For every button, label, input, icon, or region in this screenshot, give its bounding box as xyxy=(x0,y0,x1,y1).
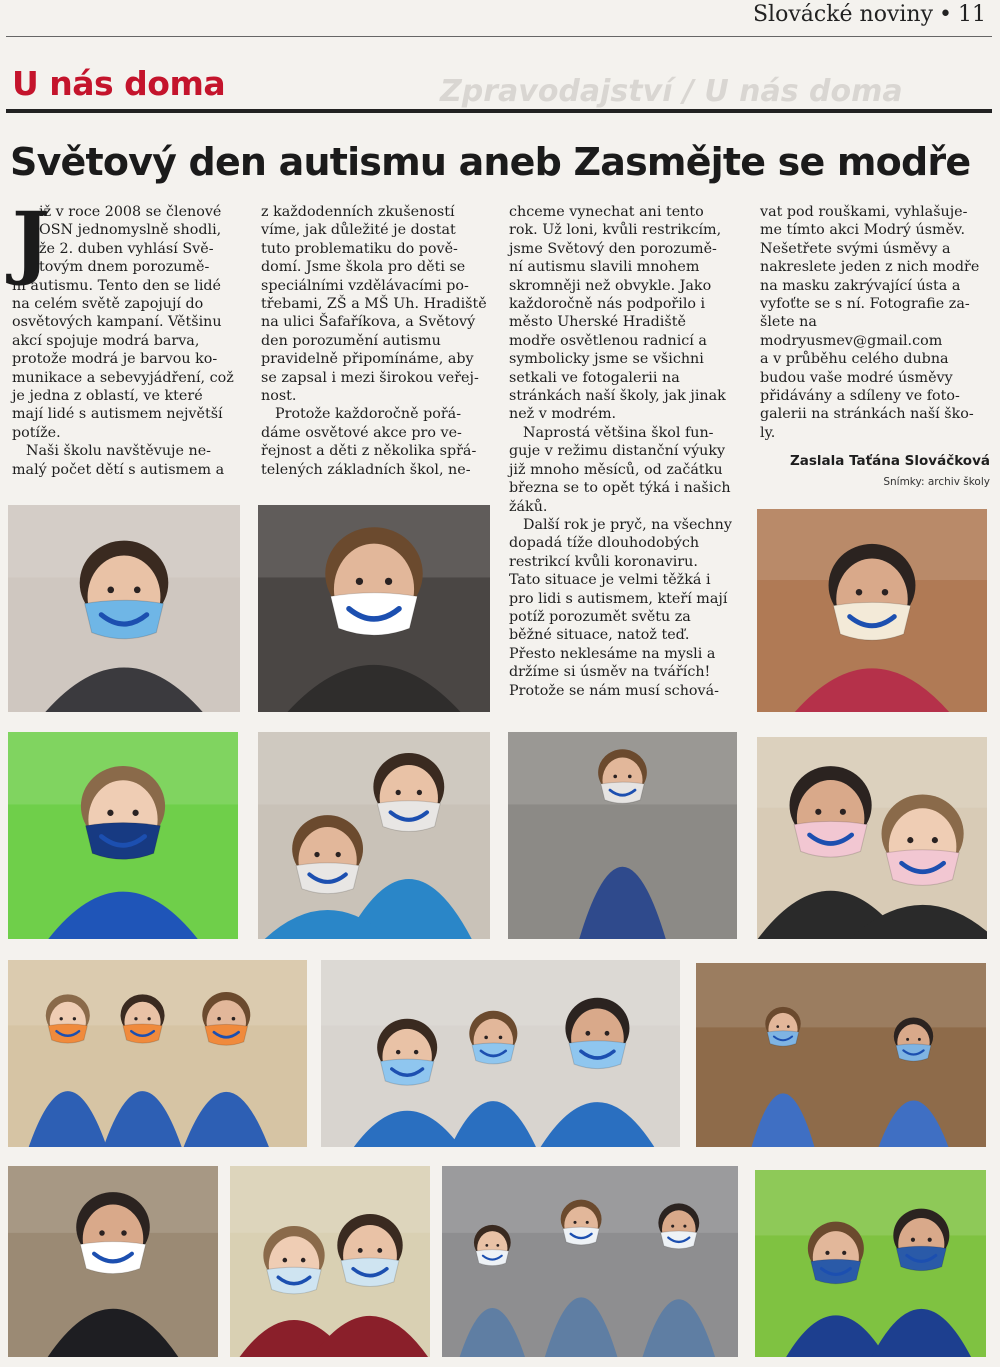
photo-boy-green xyxy=(8,732,238,939)
article-line: dopadá tíže dlouhodobých xyxy=(509,535,700,552)
article-line: dáme osvětové akce pro ve- xyxy=(261,424,462,441)
article-line: stránkách naší školy, jak jinak xyxy=(509,388,726,405)
photo-family-three xyxy=(8,960,307,1147)
article-line: Nešetřete svými úsměvy a xyxy=(760,240,951,257)
drop-cap: J xyxy=(12,194,50,288)
page-number: 11 xyxy=(958,2,986,27)
article-line: přidávány a sdíleny ve foto- xyxy=(760,388,960,405)
section-title: U nás doma xyxy=(12,64,226,103)
article-line: pro lidi s autismem, kteří mají xyxy=(509,590,728,607)
article-line: Další rok je pryč, na všechny xyxy=(523,516,732,533)
article-line: jsme Světový den porozumě- xyxy=(509,240,717,257)
photo-three-children xyxy=(442,1166,738,1357)
article-line: šlete na xyxy=(760,314,817,331)
article-line: malý počet dětí s autismem a xyxy=(12,461,225,478)
article-line: potíže. xyxy=(12,424,61,441)
article-line: telených základních škol, ne- xyxy=(261,461,471,478)
article-line: galerii na stránkách naší ško- xyxy=(760,406,974,423)
photo-illustration xyxy=(757,509,987,712)
article-line: akcí spojuje modrá barva, xyxy=(12,332,200,349)
photo-credit: Snímky: archiv školy xyxy=(883,476,990,488)
photo-selfie-two xyxy=(757,737,987,939)
photo-illustration xyxy=(258,732,490,939)
article-line: iž v roce 2008 se členové xyxy=(39,204,222,220)
photo-illustration xyxy=(757,737,987,939)
photo-illustration xyxy=(442,1166,738,1357)
article-line: že 2. duben vyhlásí Svě- xyxy=(39,240,214,257)
article-line: vyfoťte se s ní. Fotografie za- xyxy=(760,296,970,313)
masthead-separator: • xyxy=(939,2,952,27)
article-line: než v modrém. xyxy=(509,406,617,423)
article-column-3 xyxy=(509,203,749,700)
photo-illustration xyxy=(321,960,680,1147)
photo-illustration xyxy=(696,963,986,1147)
photo-grandparents xyxy=(230,1166,430,1357)
article-line: vat pod rouškami, vyhlašuje- xyxy=(760,204,968,220)
photo-boy-plush xyxy=(508,732,737,939)
article-line: března se to opět týká i našich xyxy=(509,480,731,497)
article-line: modryusmev@gmail.com xyxy=(760,332,943,349)
photo-illustration xyxy=(8,1166,218,1357)
article-line: Protože se nám musí schová- xyxy=(509,682,719,699)
article-line: munikace a sebevyjádření, což xyxy=(12,369,234,386)
article-line: žáků. xyxy=(509,498,548,515)
article-line: řejnost a děti z několika spřá- xyxy=(261,443,477,460)
photo-illustration xyxy=(258,505,490,712)
article-line: rok. Už loni, kvůli restrikcím, xyxy=(509,222,722,239)
article-line: skromněji než obvykle. Jako xyxy=(509,277,712,294)
article-line: speciálními vzdělávacími po- xyxy=(261,277,469,294)
photo-children-table xyxy=(696,963,986,1147)
article-line: tuto problematiku do pově- xyxy=(261,240,458,257)
article-line: je jedna z oblastí, ve které xyxy=(12,388,203,405)
article-line: tovým dnem porozumě- xyxy=(39,259,210,276)
article-line: modře osvětlenou radnicí a xyxy=(509,332,707,349)
article-line: budou vaše modré úsměvy xyxy=(760,369,953,386)
article-column-4 xyxy=(760,203,992,442)
photo-mother-two-children xyxy=(321,960,680,1147)
newspaper-name: Slovácké noviny xyxy=(752,2,934,27)
article-line: Naprostá většina škol fun- xyxy=(523,424,714,441)
article-line: ly. xyxy=(760,424,776,441)
article-line: Naši školu navštěvuje ne- xyxy=(26,443,211,460)
article-line: každoročně nás podpořilo i xyxy=(509,296,706,313)
article-line: guje v režimu distanční výuky xyxy=(509,443,726,460)
article-line: již mnoho měsíců, od začátku xyxy=(509,461,723,478)
section-rule xyxy=(6,109,992,113)
article-line: Tato situace je velmi těžká i xyxy=(509,572,711,589)
article-line: nost. xyxy=(261,388,297,405)
article-line: se zapsal i mezi širokou veřej- xyxy=(261,369,479,386)
newspaper-masthead xyxy=(753,2,986,27)
photo-mother-son xyxy=(258,732,490,939)
article-author: Zaslala Taťána Slováčková xyxy=(789,453,990,469)
article-headline: Světový den autismu aneb Zasmějte se modře xyxy=(10,140,971,184)
article-line: na celém světě zapojují do xyxy=(12,296,204,313)
article-column-2 xyxy=(261,203,497,479)
article-line: pravidelně připomínáme, aby xyxy=(261,351,474,368)
article-line: protože modrá je barvou ko- xyxy=(12,351,218,368)
photo-illustration xyxy=(8,732,238,939)
photo-boy-drawn-smile xyxy=(258,505,490,712)
article-line: Protože každoročně pořá- xyxy=(275,406,462,423)
article-line: běžné situace, natož teď. xyxy=(509,627,690,644)
article-line: ní autismu. Tento den se lidé xyxy=(12,277,222,294)
photo-illustration xyxy=(755,1170,986,1357)
article-line: mají lidé s autismem největší xyxy=(12,406,223,423)
article-line: chceme vynechat ani tento xyxy=(509,204,704,220)
article-line: město Uherské Hradiště xyxy=(509,314,686,331)
article-line: z každodenních zkušeností xyxy=(261,204,455,220)
article-line: a v průběhu celého dubna xyxy=(760,351,949,368)
bleed-through-text: Zpravodajství / U nás doma xyxy=(440,74,903,109)
article-line: držíme si úsměv na tvářích! xyxy=(509,664,711,681)
article-line: domí. Jsme škola pro děti se xyxy=(261,259,466,276)
photo-illustration xyxy=(230,1166,430,1357)
article-line: třebami, ZŠ a MŠ Uh. Hradiště xyxy=(261,296,487,313)
article-line: potíž porozumět světu za xyxy=(509,608,691,625)
article-line: setkali ve fotogalerii na xyxy=(509,369,680,386)
article-line: ní autismu slavili mnohem xyxy=(509,259,700,276)
photo-illustration xyxy=(8,505,240,712)
article-column-1 xyxy=(12,194,244,479)
article-line: nakreslete jeden z nich modře xyxy=(760,259,980,276)
article-line: na ulici Šafaříkova, a Světový xyxy=(261,314,476,331)
photo-siblings-green xyxy=(755,1170,986,1357)
photo-teen-mask xyxy=(757,509,987,712)
article-line: symbolicky jsme se všichni xyxy=(509,351,704,368)
photo-illustration xyxy=(8,960,307,1147)
article-line: víme, jak důležité je dostat xyxy=(261,222,456,239)
article-line: den porozumění autismu xyxy=(261,332,441,349)
article-line: me tímto akci Modrý úsměv. xyxy=(760,222,965,239)
photo-boy-dark xyxy=(8,1166,218,1357)
article-line: restrikcí kvůli koronaviru. xyxy=(509,553,698,570)
article-line: osvětových kampaní. Většinu xyxy=(12,314,222,331)
photo-illustration xyxy=(508,732,737,939)
photo-woman-mustache xyxy=(8,505,240,712)
article-line: Přesto neklesáme na mysli a xyxy=(509,645,716,662)
article-line: na masku zakrývající ústa a xyxy=(760,277,961,294)
article-line: OSN jednomyslně shodli, xyxy=(39,222,222,239)
masthead-rule xyxy=(6,36,992,37)
